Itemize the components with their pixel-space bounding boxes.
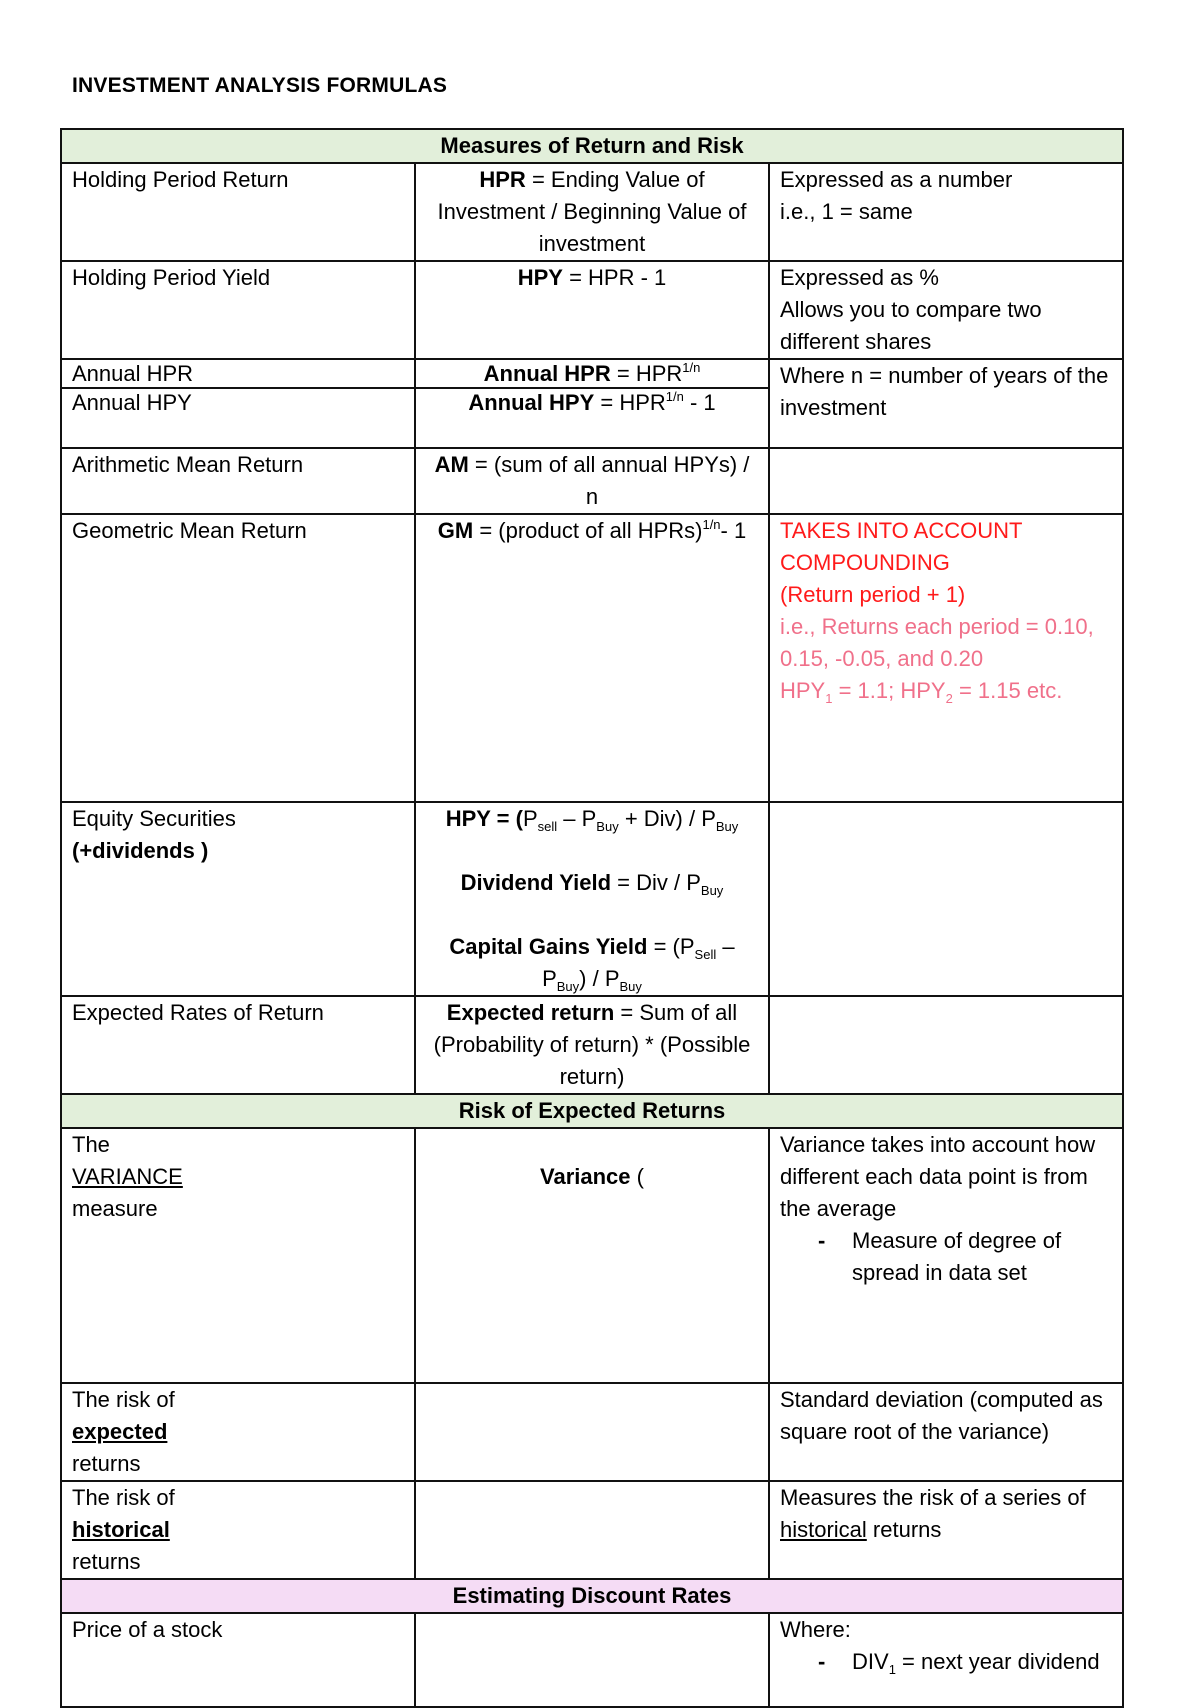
note-gm-hpy1: HPY: [780, 678, 826, 703]
note-price: [769, 1613, 1123, 1707]
formula-capital-gains-term: Capital Gains Yield: [449, 934, 648, 959]
formula-am-term: AM: [434, 452, 469, 477]
label-expected: Expected Rates of Return: [61, 996, 415, 1094]
table-row-hpy: [61, 261, 1123, 359]
formula-equity-hpy-minus: – P: [557, 806, 597, 831]
formula-dividend-yield: [460, 870, 724, 898]
note-price-div: DIV: [852, 1649, 889, 1674]
table-row-risk-expected: [61, 1383, 1123, 1481]
note-risk-expected: Standard deviation (computed as square root of the variance): [769, 1383, 1123, 1481]
formula-equity-hpy-term: HPY = (: [445, 806, 523, 831]
formula-annual-hpy-term: Annual HPY: [468, 390, 595, 415]
note-price-where: Where:: [780, 1617, 851, 1642]
note-hpy: [769, 261, 1123, 359]
section-risk-expected-returns: Risk of Expected Returns: [61, 1094, 1123, 1128]
note-gm-example: i.e., Returns each period = 0.10, 0.15, -0.05, and 0.20: [780, 614, 1094, 671]
document-title: INVESTMENT ANALYSIS FORMULAS: [72, 74, 448, 97]
note-gm-return-period: (Return period + 1): [780, 582, 966, 607]
note-hpr: [769, 163, 1123, 261]
formula-am: [415, 448, 769, 514]
note-risk-historical-b: historical: [780, 1517, 867, 1542]
note-gm-hpy1-sub: 1: [825, 691, 833, 706]
note-gm: [769, 514, 1123, 802]
formula-hpr: [415, 163, 769, 261]
note-am: [769, 448, 1123, 514]
table-row-variance: [61, 1128, 1123, 1383]
note-hpr-line2: i.e., 1 = same: [780, 199, 913, 224]
formula-risk-historical: [415, 1481, 769, 1579]
label-annual-hpr: Annual HPR: [61, 359, 415, 388]
formula-am-expression: = (sum of all annual HPYs) / n: [468, 452, 750, 509]
formula-gm-tail: - 1: [720, 518, 747, 543]
label-risk-expected-word: expected: [72, 1419, 168, 1444]
table-row-risk-historical: [61, 1481, 1123, 1579]
formula-annual-hpr-expression: = HPR: [610, 361, 683, 386]
label-risk-expected-returns: returns: [72, 1451, 141, 1476]
formula-equity-hpy: [445, 806, 739, 834]
label-variance: [61, 1128, 415, 1383]
label-hpr: Holding Period Return: [61, 163, 415, 261]
label-price: Price of a stock: [61, 1613, 415, 1707]
label-risk-expected: [61, 1383, 415, 1481]
label-equity-text: Equity Securities: [72, 806, 236, 831]
formula-capital-gains-minus: – P: [542, 934, 735, 991]
note-annual: Where n = number of years of the investment: [769, 359, 1123, 448]
note-hpy-line2: Allows you to compare two different shares: [780, 297, 1042, 354]
formula-price: [415, 1613, 769, 1707]
formula-expected-term: Expected return: [446, 1000, 615, 1025]
formula-equity-hpy-sub-buy: Buy: [596, 819, 619, 834]
note-price-div-sub: 1: [888, 1662, 896, 1677]
formula-capital-gains-yield: [449, 934, 735, 994]
note-hpy-line1: Expressed as %: [780, 265, 939, 290]
label-variance-word: VARIANCE: [72, 1164, 183, 1189]
section-estimating-discount-rates: Estimating Discount Rates: [61, 1579, 1123, 1613]
note-price-bullet: [780, 1646, 1112, 1678]
label-gm: Geometric Mean Return: [61, 514, 415, 802]
note-variance: [769, 1128, 1123, 1383]
note-risk-historical-a: Measures the risk of a series of: [780, 1485, 1086, 1510]
note-expected: [769, 996, 1123, 1094]
section-header-row: [61, 1579, 1123, 1613]
note-gm-compounding: TAKES INTO ACCOUNT COMPOUNDING: [780, 518, 1023, 575]
formula-dividend-yield-term: Dividend Yield: [460, 870, 612, 895]
formula-gm-term: GM: [437, 518, 474, 543]
formula-capital-gains-p: = (P: [647, 934, 695, 959]
section-header-row: [61, 1094, 1123, 1128]
section-header-row: [61, 129, 1123, 163]
note-gm-hpy2-value: = 1.15 etc.: [952, 678, 1063, 703]
table-row-price: [61, 1613, 1123, 1707]
formula-annual-hpr-term: Annual HPR: [483, 361, 611, 386]
label-risk-historical-word: historical: [72, 1517, 170, 1542]
formula-annual-hpy-exponent: 1/n: [665, 389, 684, 404]
formula-annual-hpr-exponent: 1/n: [682, 360, 701, 375]
label-risk-historical-the: The risk of: [72, 1485, 175, 1510]
label-risk-historical-returns: returns: [72, 1549, 141, 1574]
note-gm-hpy2: = 1.1; HPY: [832, 678, 946, 703]
formula-gm-exponent: 1/n: [702, 517, 721, 532]
table-row-hpr: [61, 163, 1123, 261]
table-row-gm: [61, 514, 1123, 802]
label-equity-dividends: (+dividends ): [72, 838, 209, 863]
table-row-expected: [61, 996, 1123, 1094]
note-risk-historical: [769, 1481, 1123, 1579]
formula-dividend-yield-expression: = Div / P: [611, 870, 701, 895]
formula-hpr-expression: = Ending Value of Investment / Beginning Value of investment: [437, 167, 747, 256]
label-am: Arithmetic Mean Return: [61, 448, 415, 514]
note-gm-hpy-example: [780, 678, 1063, 706]
note-gm-hpy2-sub: 2: [945, 691, 953, 706]
formula-hpr-term: HPR: [479, 167, 526, 192]
section-measures-return-risk: Measures of Return and Risk: [61, 129, 1123, 163]
note-variance-bullet: - Measure of degree of spread in data set: [780, 1225, 1112, 1289]
formula-annual-hpr: [415, 359, 769, 388]
label-risk-expected-the: The risk of: [72, 1387, 175, 1412]
label-annual-hpy: Annual HPY: [61, 388, 415, 448]
note-risk-historical-c: returns: [866, 1517, 942, 1542]
note-price-desc: = next year dividend: [895, 1649, 1100, 1674]
formula-expected-expression: = Sum of all (Probability of return) * (Possible return): [433, 1000, 751, 1089]
formula-hpy-term: HPY: [517, 265, 563, 290]
formula-annual-hpy: [415, 388, 769, 448]
formula-capital-gains-sub-buy2: Buy: [619, 979, 642, 994]
formula-equity-hpy-sub-sell: sell: [537, 819, 558, 834]
formula-gm-expression: = (product of all HPRs): [473, 518, 703, 543]
table-row-annual-hpr: [61, 359, 1123, 388]
formula-variance-expression: (: [630, 1164, 644, 1189]
formula-annual-hpy-tail: - 1: [683, 390, 716, 415]
formula-variance: [415, 1128, 769, 1383]
formula-expected: [415, 996, 769, 1094]
formula-equity: [415, 802, 769, 996]
table-row-equity: [61, 802, 1123, 996]
label-variance-measure: measure: [72, 1196, 158, 1221]
label-variance-the: The: [72, 1132, 110, 1157]
formula-variance-term: Variance: [540, 1164, 631, 1189]
formula-capital-gains-sub-sell: Sell: [694, 947, 717, 962]
formula-risk-expected: [415, 1383, 769, 1481]
formulas-table: [60, 128, 1124, 1708]
formula-equity-hpy-sub-buy2: Buy: [715, 819, 739, 834]
formula-equity-hpy-p: P: [522, 806, 538, 831]
label-equity: [61, 802, 415, 996]
formula-annual-hpy-expression: = HPR: [594, 390, 666, 415]
note-hpr-line1: Expressed as a number: [780, 167, 1013, 192]
note-variance-text: Variance takes into account how different each data point is from the average: [780, 1132, 1096, 1221]
formula-gm: [415, 514, 769, 802]
label-risk-historical: [61, 1481, 415, 1579]
label-hpy: Holding Period Yield: [61, 261, 415, 359]
formula-equity-hpy-div: + Div) / P: [618, 806, 716, 831]
formula-dividend-yield-sub: Buy: [700, 883, 724, 898]
formula-hpy: [415, 261, 769, 359]
formula-capital-gains-sub-buy: Buy: [556, 979, 580, 994]
note-equity: [769, 802, 1123, 996]
formula-hpy-expression: = HPR - 1: [562, 265, 667, 290]
formula-capital-gains-div: ) / P: [579, 966, 620, 991]
table-row-am: [61, 448, 1123, 514]
